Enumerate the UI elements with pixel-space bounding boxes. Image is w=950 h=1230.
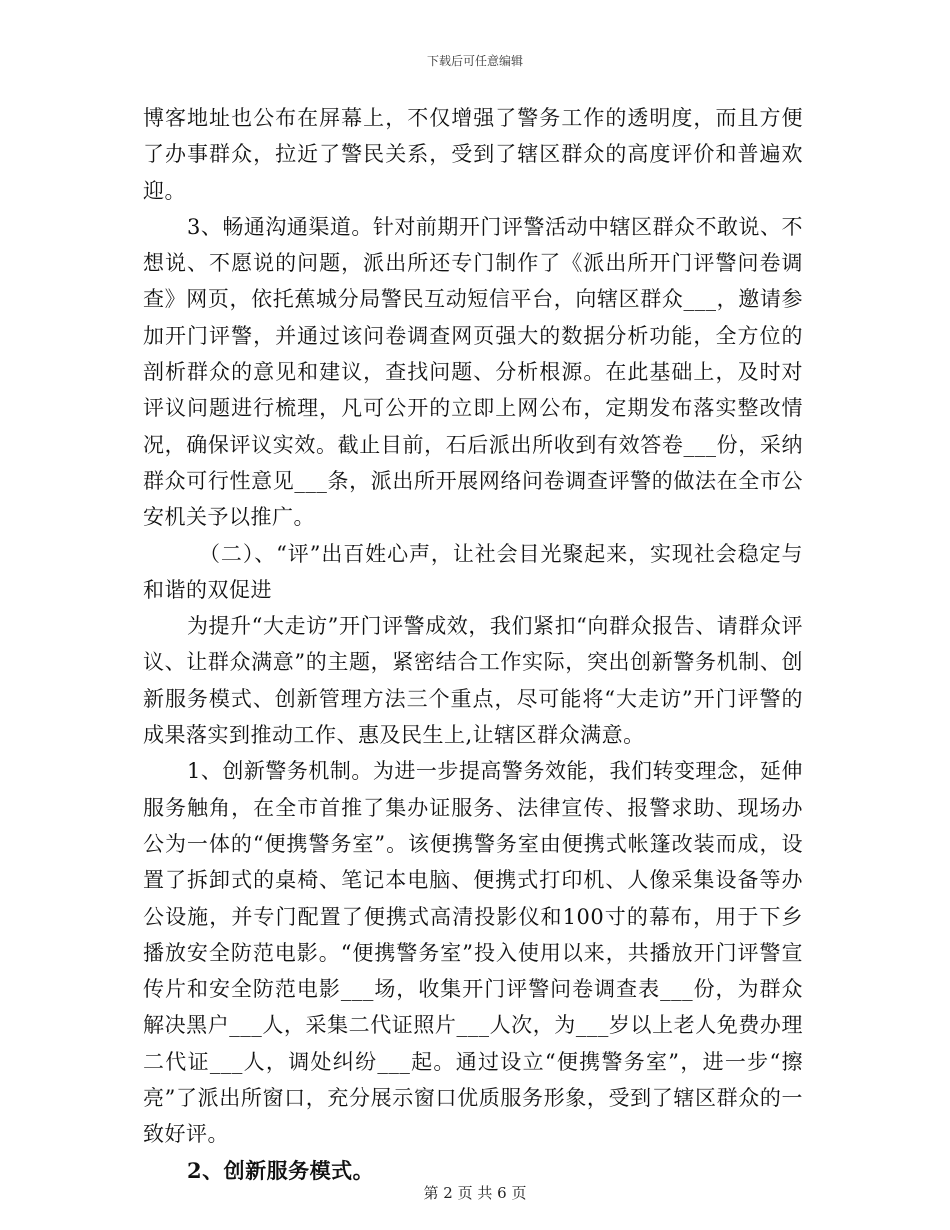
paragraph-police-mechanism: 1、创新警务机制。为进一步提高警务效能，我们转变理念，延伸服务触角，在全市首推了集办证服务、法律宣传、报警求助、现场办公为一体的“便携警务室”。该便携警务室由便携式帐篷改装而成，设置了拆卸式的桌椅、笔记本电脑、便携式打印机、人像采集设备等办公设施，并专门配置了便携式高清投影仪和100寸的幕布，用于下乡播放安全防范电影。“便携警务室”投入使用以来，共播放开门评警宣传片和安全防范电影___场，收集开门评警问卷调查表___份，为群众解决黑户___人，采集二代证照片___人次，为___岁以上老人免费办理二代证___人，调处纠纷___起。通过设立“便携警务室”，进一步“擦亮”了派出所窗口，充分展示窗口优质服务形象，受到了辖区群众的一致好评。 bbox=[143, 759, 803, 1147]
paragraph-blog-address: 博客地址也公布在屏幕上，不仅增强了警务工作的透明度，而且方便了办事群众，拉近了警民关系，受到了辖区群众的高度评价和普遍欢迎。 bbox=[143, 106, 803, 203]
section-heading-two: （二）、“评”出百姓心声，让社会目光聚起来，实现社会稳定与和谐的双促进 bbox=[143, 541, 803, 602]
paragraph-visit-effectiveness: 为提升“大走访”开门评警成效，我们紧扣“向群众报告、请群众评议、让群众满意”的主题，紧密结合工作实际，突出创新警务机制、创新服务模式、创新管理方法三个重点，尽可能将“大走访”开门评警的成果落实到推动工作、惠及民生上,让辖区群众满意。 bbox=[143, 614, 803, 748]
paragraph-communication-channels: 3、畅通沟通渠道。针对前期开门评警活动中辖区群众不敢说、不想说、不愿说的问题，派出所还专门制作了《派出所开门评警问卷调查》网页，依托蕉城分局警民互动短信平台，向辖区群众___，邀请参加开门评警，并通过该问卷调查网页强大的数据分析功能，全方位的剖析群众的意见和建议，查找问题、分析根源。在此基础上，及时对评议问题进行梳理，凡可公开的立即上网公布，定期发布落实整改情况，确保评议实效。截止目前，石后派出所收到有效答卷___份，采纳群众可行性意见___条，派出所开展网络问卷调查评警的做法在全市公安机关予以推广。 bbox=[143, 214, 803, 530]
subheading-service-model: 2、创新服务模式。 bbox=[187, 1157, 375, 1183]
page-header: 下载后可任意编辑 bbox=[426, 54, 523, 68]
page-footer: 第 2 页 共 6 页 bbox=[423, 1184, 527, 1202]
document-body bbox=[143, 100, 803, 1189]
